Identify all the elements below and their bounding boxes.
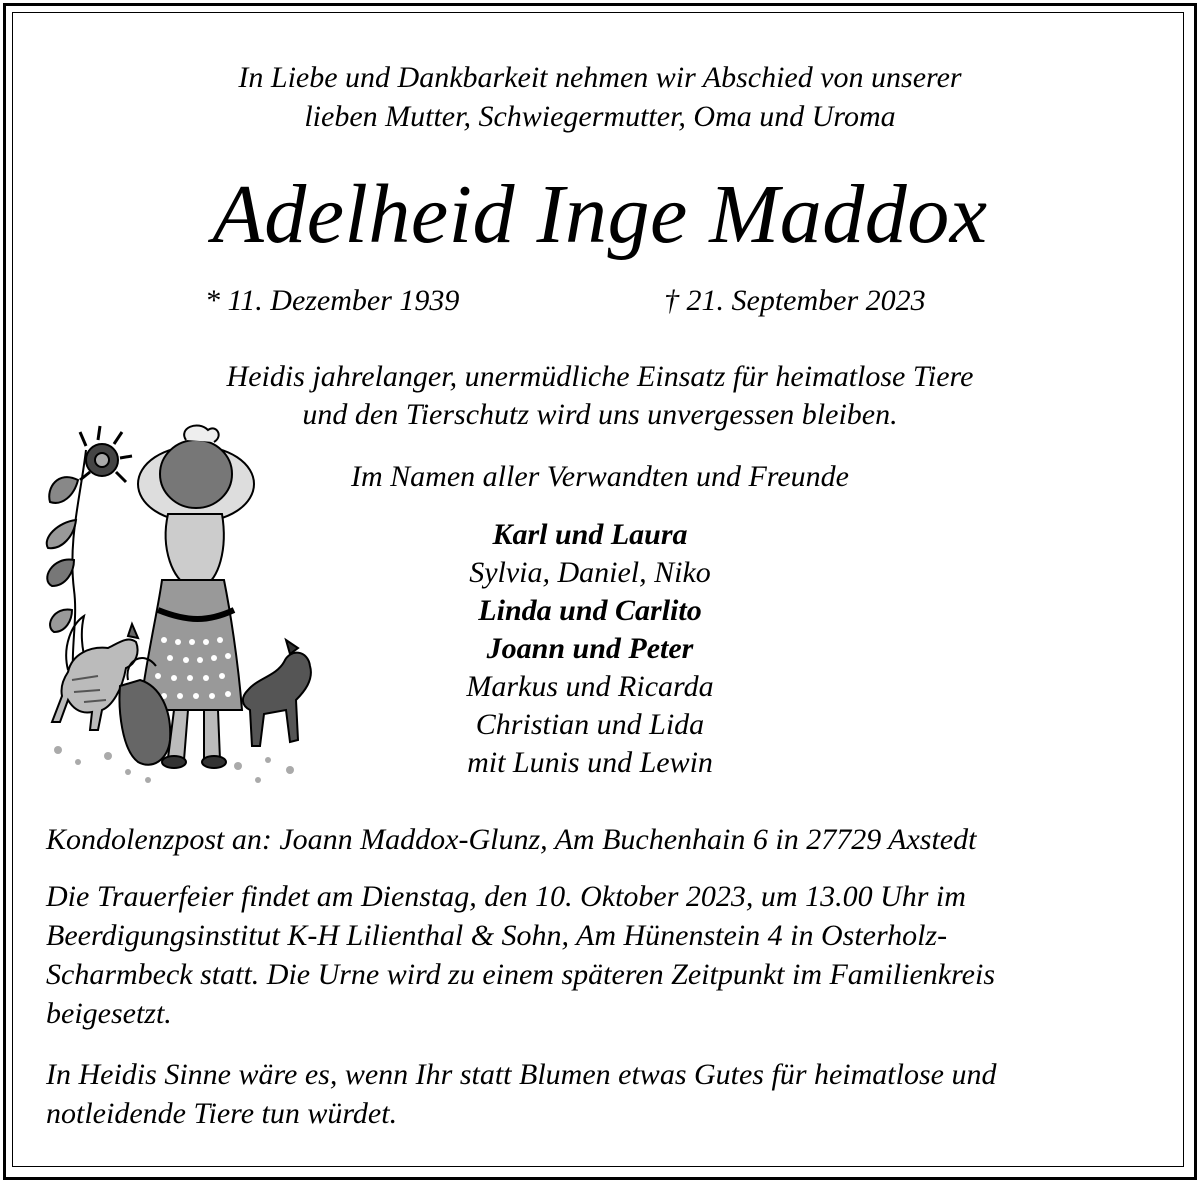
intro-line-2: lieben Mutter, Schwiegermutter, Oma und Uroma: [304, 100, 896, 133]
intro-text: [0, 58, 1200, 136]
funeral-line-3: Scharmbeck statt. Die Urne wird zu einem späteren Zeitpunkt im Familienkreis: [46, 958, 995, 991]
birth-date: * 11. Dezember 1939: [205, 284, 460, 317]
family-member: Markus und Ricarda: [466, 670, 714, 703]
family-member: Joann und Peter: [486, 632, 694, 665]
condolence-address: Kondolenzpost an: Joann Maddox-Glunz, Am Buchenhain 6 in 27729 Axstedt: [46, 823, 977, 856]
funeral-line-2: Beerdigungsinstitut K-H Lilienthal & Sohn, Am Hünenstein 4 in Osterholz-: [46, 919, 948, 952]
funeral-line-1: Die Trauerfeier findet am Dienstag, den 10. Oktober 2023, um 13.00 Uhr im: [46, 880, 966, 913]
funeral-info: [46, 877, 1166, 1033]
deceased-name: Adelheid Inge Maddox: [212, 168, 988, 261]
wish-line-2: notleidende Tiere tun würdet.: [46, 1097, 398, 1130]
wish-line-1: In Heidis Sinne wäre es, wenn Ihr statt Blumen etwas Gutes für heimatlose und: [46, 1058, 997, 1091]
family-member: Linda und Carlito: [478, 594, 702, 627]
girl-with-animals-illustration: [28, 410, 328, 790]
family-member: Karl und Laura: [492, 518, 688, 551]
funeral-line-4: beigesetzt.: [46, 997, 172, 1030]
death-date: † 21. September 2023: [664, 284, 926, 317]
tribute-line-2: und den Tierschutz wird uns unvergessen bleiben.: [302, 398, 898, 431]
family-member: Christian und Lida: [475, 708, 705, 741]
intro-line-1: In Liebe und Dankbarkeit nehmen wir Abschied von unserer: [238, 61, 962, 94]
on-behalf-line: Im Namen aller Verwandten und Freunde: [351, 460, 849, 493]
family-list: [390, 516, 790, 782]
family-member: Sylvia, Daniel, Niko: [469, 556, 711, 589]
family-member: mit Lunis und Lewin: [467, 746, 713, 779]
dog-icon: [243, 640, 311, 746]
donation-wish: [46, 1055, 1166, 1133]
tribute-line-1: Heidis jahrelanger, unermüdliche Einsatz für heimatlose Tiere: [226, 360, 974, 393]
